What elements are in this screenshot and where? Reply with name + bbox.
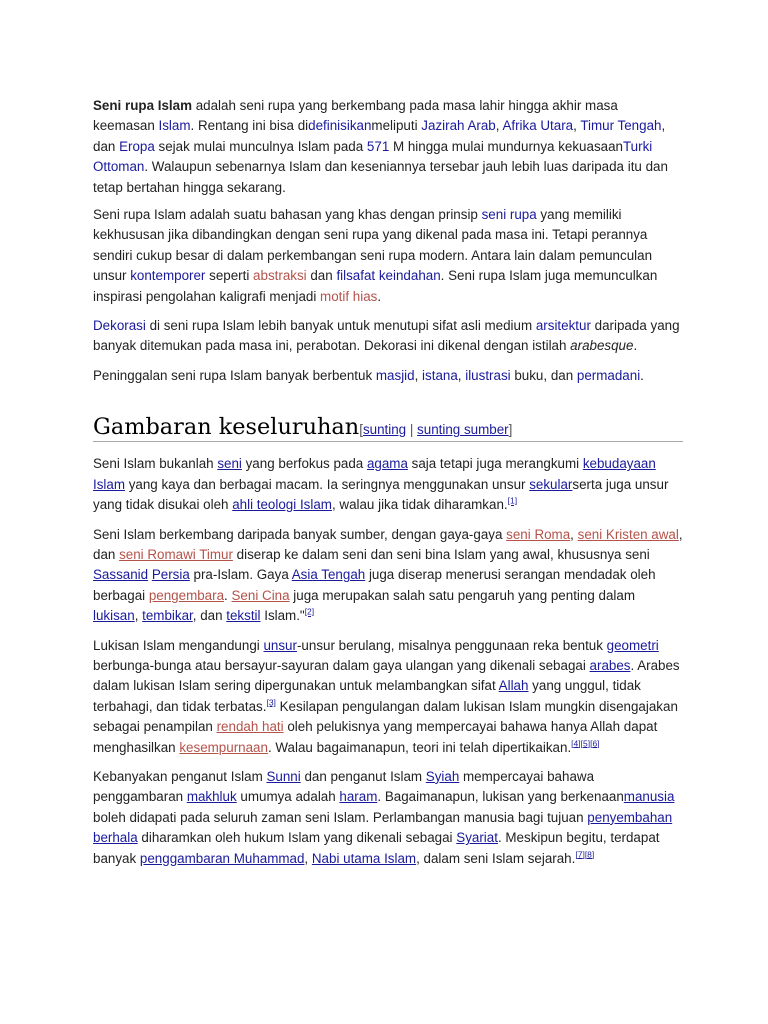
text: , (134, 608, 143, 624)
text: . Rentang ini bisa di (190, 118, 309, 134)
text: daripada yang banyak ditemukan pada masa ini, perabotan. Dekorasi ini dikenal dengan istilah (93, 318, 680, 354)
text: oleh pelukisnya yang mempercayai bahawa hanya Allah dapat menghasilkan (93, 719, 658, 755)
body-paragraph-1 (93, 454, 683, 515)
link-dekorasi[interactable]: Dekorasi (93, 318, 146, 334)
link-haram[interactable]: haram (339, 789, 378, 805)
text: yang unggul, tidak terbahagi, dan tidak terbatas. (93, 678, 641, 714)
link-tembikar[interactable]: tembikar (142, 608, 193, 624)
text: , dan (192, 608, 227, 624)
link-timur-tengah[interactable]: Timur Tengah (580, 118, 662, 134)
link-syiah[interactable]: Syiah (425, 768, 460, 784)
text: umumya adalah (236, 789, 340, 805)
edit-link[interactable]: sunting (362, 422, 407, 438)
text: . Bagaimanapun, lukisan yang berkenaan (377, 789, 624, 805)
edit-source-link[interactable]: sunting sumber (417, 422, 509, 438)
link-makhluk[interactable]: makhluk (186, 789, 237, 805)
edit-section-links (359, 422, 512, 437)
link-abstraksi[interactable]: abstraksi (253, 268, 307, 284)
text: diserap ke dalam seni dan seni bina Islam yang awal, khususnya seni (232, 546, 650, 562)
link-geometri[interactable]: geometri (606, 637, 659, 653)
intro-paragraph-2 (93, 205, 683, 307)
intro-paragraph-1 (93, 96, 683, 198)
text: Peninggalan seni rupa Islam banyak berbentuk (93, 367, 376, 383)
text: diharamkan oleh hukum Islam yang dikenali sebagai (137, 830, 457, 846)
text: , walau jika tidak diharamkan. (331, 497, 508, 513)
article-content (93, 96, 683, 878)
link-sekular[interactable]: sekular (529, 476, 573, 492)
text: dan penganut Islam (300, 768, 426, 784)
text: , (414, 367, 423, 383)
text: , dan (93, 118, 666, 154)
bracket-open: [ (359, 422, 363, 438)
text: seperti (205, 268, 254, 284)
text: . Meskipun begitu, terdapat banyak (93, 830, 660, 866)
link-arsitektur[interactable]: arsitektur (535, 318, 591, 334)
text: berbunga-bunga atau bersayur-sayuran dalam gaya ulangan yang dikenali sebagai (93, 657, 590, 673)
bracket-close: ] (508, 422, 513, 438)
link-571[interactable]: 571 (366, 138, 390, 154)
link-allah[interactable]: Allah (498, 678, 529, 694)
text: . (377, 288, 382, 304)
text: . Walau bagaimanapun, teori ini telah dipertikaikan. (267, 739, 572, 755)
reference-link[interactable]: [8] (584, 849, 595, 860)
text: -unsur berulang, misalnya penggunaan reka bentuk (296, 637, 607, 653)
text: , (457, 367, 466, 383)
text: M hingga mulai mundurnya kekuasaan (389, 138, 623, 154)
text: Seni rupa Islam adalah suatu bahasan yang khas dengan prinsip (93, 207, 482, 223)
link-sassanid[interactable]: Sassanid (93, 567, 149, 583)
link-penyembahan-berhala[interactable]: penyembahan berhala (93, 809, 673, 846)
link-turki-ottoman[interactable]: Turki Ottoman (93, 138, 653, 175)
text: boleh didapati pada seluruh zaman seni Islam. Perlambangan manusia bagi tujuan (93, 809, 588, 825)
body-paragraph-3 (93, 636, 683, 758)
text: , (304, 850, 312, 866)
intro-paragraph-4 (93, 366, 683, 386)
text: . (640, 367, 644, 383)
text: . Arabes dalam lukisan Islam sering dipergunakan untuk melambangkan sifat (93, 657, 680, 694)
text: yang kaya dan berbagai macam. Ia seringnya menggunakan unsur (125, 476, 530, 492)
text: juga diserap menerusi serangan mendadak oleh berbagai (93, 567, 656, 603)
text: yang memiliki kekhususan jika dibandingkan dengan seni rupa yang dikenal pada masa ini. Tetapi perannya sendiri cukup besar di dalam perkembangan seni rupa modern. Antara lain dalam pemunculan unsur (93, 207, 653, 284)
reference-link[interactable]: [3] (266, 697, 276, 708)
link-nabi-utama-islam[interactable]: Nabi utama Islam (311, 850, 417, 866)
text: Lukisan Islam mengandungi (93, 637, 264, 653)
text: dan (306, 268, 337, 284)
text: di seni rupa Islam lebih banyak untuk menutupi sifat asli medium (145, 318, 536, 334)
link-penggambaran-muhammad[interactable]: penggambaran Muhammad (139, 850, 305, 866)
text: adalah seni rupa yang berkembang pada masa lahir hingga akhir masa keemasan (93, 98, 618, 134)
text: , dalam seni Islam sejarah. (416, 850, 576, 866)
text: . (224, 587, 232, 603)
link-sunni[interactable]: Sunni (266, 768, 301, 784)
text: pra-Islam. Gaya (189, 567, 292, 583)
text: Kebanyakan penganut Islam (93, 768, 267, 784)
link-afrika-utara[interactable]: Afrika Utara (502, 118, 574, 134)
text: Seni Islam bukanlah (93, 456, 218, 472)
text: . (633, 338, 638, 354)
term-arabesque: arabesque (570, 338, 634, 354)
body-paragraph-2 (93, 525, 683, 627)
section-heading (93, 414, 683, 442)
link-kontemporer[interactable]: kontemporer (130, 268, 206, 284)
text: meliputi (371, 118, 422, 134)
link-seni-cina[interactable]: Seni Cina (231, 587, 290, 603)
text: yang berfokus pada (241, 456, 367, 472)
link-seni-roma[interactable]: seni Roma (506, 526, 571, 542)
text: , (573, 118, 581, 134)
link-manusia[interactable]: manusia (623, 789, 675, 805)
text: serta juga unsur yang tidak disukai oleh (93, 476, 669, 513)
link-persia[interactable]: Persia (151, 567, 190, 583)
text: , (570, 526, 578, 542)
reference-link[interactable]: [1] (507, 495, 518, 506)
link-definisikan[interactable]: definisikan (308, 118, 372, 134)
link-permadani[interactable]: permadani (576, 367, 641, 383)
reference-link[interactable]: [6] (590, 738, 600, 749)
text: Islam." (260, 608, 305, 624)
body-paragraph-4 (93, 767, 683, 869)
link-asia-tengah[interactable]: Asia Tengah (291, 567, 366, 583)
text: buku, dan (510, 367, 577, 383)
link-eropa[interactable]: Eropa (119, 138, 155, 154)
link-ilustrasi[interactable]: ilustrasi (465, 367, 511, 383)
link-pengembara[interactable]: pengembara (148, 587, 225, 603)
link-filsafat-keindahan[interactable]: filsafat keindahan (336, 268, 441, 284)
link-agama[interactable]: agama (366, 456, 408, 472)
link-arabes[interactable]: arabes (589, 657, 631, 673)
reference-link[interactable]: [5] (580, 738, 591, 749)
link-istana[interactable]: istana (422, 367, 458, 383)
link-jazirah-arab[interactable]: Jazirah Arab (421, 118, 496, 134)
article-title-bold: Seni rupa Islam (93, 98, 192, 113)
link-masjid[interactable]: masjid (375, 367, 415, 383)
link-kebudayaan-islam[interactable]: kebudayaan Islam (93, 456, 656, 492)
reference-link[interactable]: [4] (571, 738, 581, 749)
reference-link[interactable]: [7] (575, 849, 585, 860)
text: saja tetapi juga merangkumi (407, 456, 583, 472)
text: Seni Islam berkembang daripada banyak sumber, dengan gaya-gaya (93, 526, 507, 542)
text: juga merupakan salah satu pengaruh yang penting dalam (289, 587, 635, 603)
link-ahli-teologi-islam[interactable]: ahli teologi Islam (232, 497, 332, 513)
link-motif-hias[interactable]: motif hias (320, 288, 378, 304)
link-kesempurnaan[interactable]: kesempurnaan (179, 739, 268, 755)
text: mempercayai bahawa penggambaran (93, 768, 595, 805)
link-lukisan[interactable]: lukisan (93, 608, 135, 624)
section-header (93, 414, 683, 442)
link-unsur[interactable]: unsur (263, 637, 297, 653)
text: , (495, 118, 503, 134)
text: Kesilapan pengulangan dalam lukisan Islam mungkin disengajakan sebagai penampilan (93, 698, 678, 735)
text: . Walaupun sebenarnya Islam dan keseniannya tersebar jauh lebih luas daripada itu dan tetap bertahan hingga sekarang. (93, 159, 668, 195)
link-rendah-hati[interactable]: rendah hati (216, 719, 284, 735)
text: sejak mulai munculnya Islam pada (154, 138, 367, 154)
intro-paragraph-3 (93, 316, 683, 357)
text: . Seni rupa Islam juga memunculkan inspirasi pengolahan kaligrafi menjadi (93, 268, 658, 304)
link-seni[interactable]: seni (217, 456, 242, 472)
link-seni-kristen-awal[interactable]: seni Kristen awal (577, 526, 679, 542)
reference-link[interactable]: [2] (304, 606, 315, 617)
link-seni-rupa[interactable]: seni rupa (481, 207, 537, 223)
link-tekstil[interactable]: tekstil (226, 608, 261, 624)
separator: | (406, 422, 418, 438)
link-syariat[interactable]: Syariat (456, 830, 498, 846)
text: , dan (93, 526, 683, 562)
link-seni-romawi-timur[interactable]: seni Romawi Timur (119, 546, 233, 562)
link-islam[interactable]: Islam (158, 118, 191, 134)
section-title: Gambaran keseluruhan (93, 414, 360, 441)
